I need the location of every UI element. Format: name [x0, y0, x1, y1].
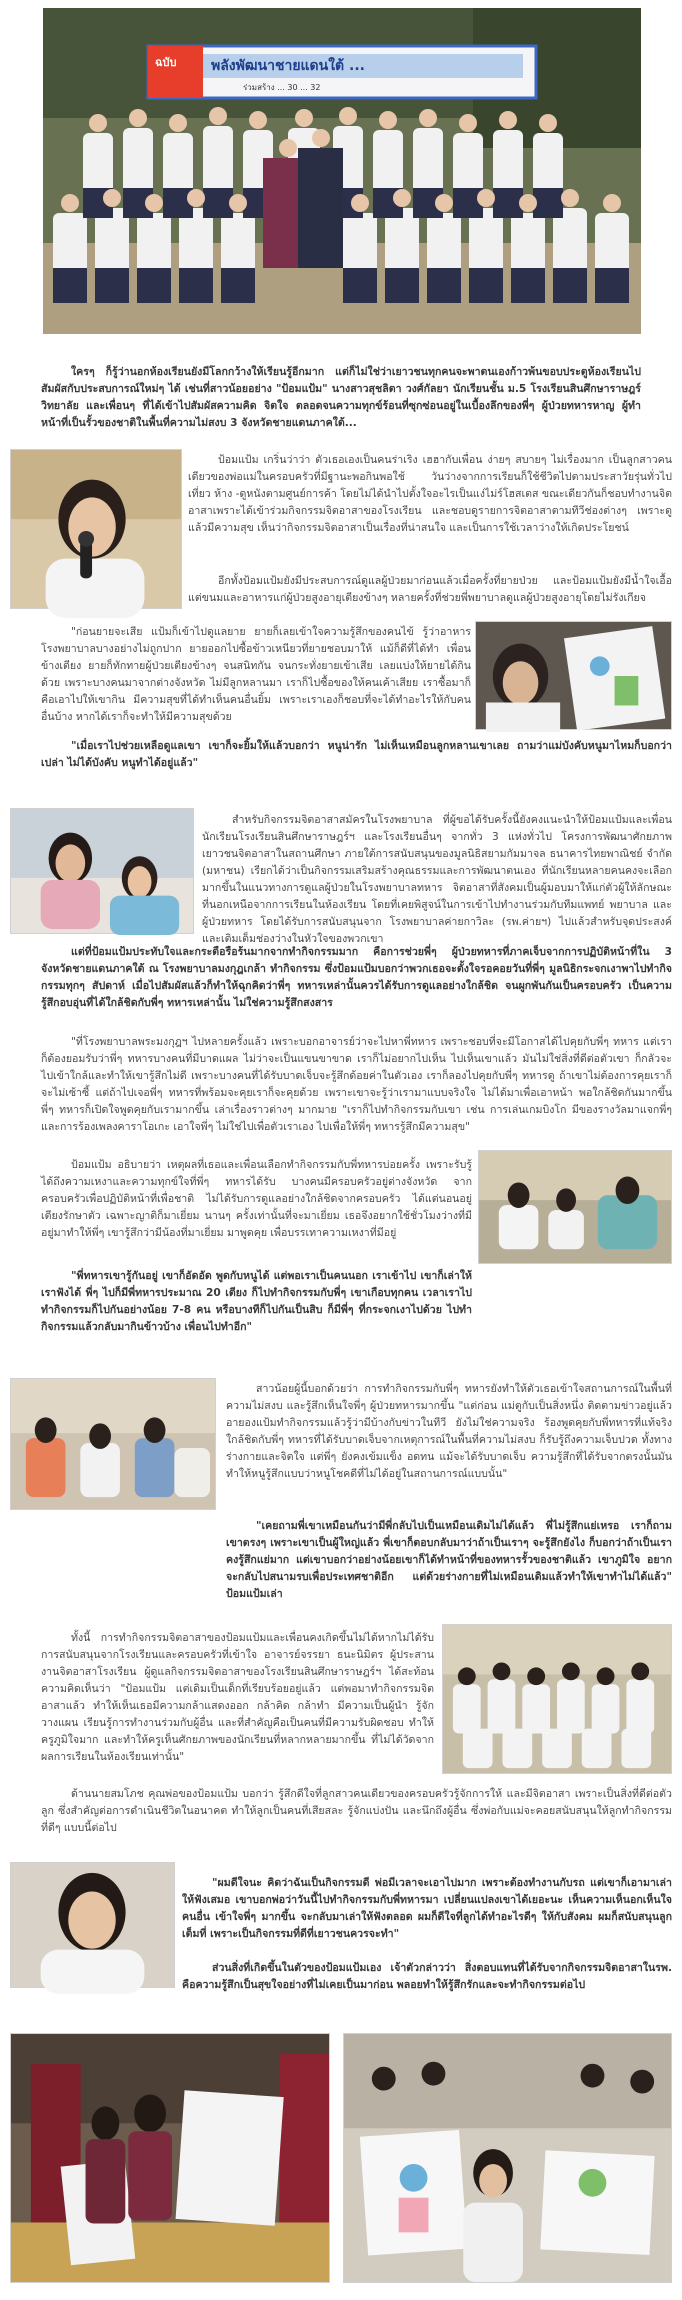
header-group-photo: [43, 8, 641, 334]
paragraph-9: ป้อมแป้ม อธิบายว่า เหตุผลที่เธอและเพื่อนเลือกทำกิจกรรมกับพี่ทหารบ่อยครั้ง เพราะรับรู้ได้ถึงความเหงาและความทุกข์ใจที่พี่ๆ ทหารได้รับ บางคนมีครอบครัวอยู่ต่างจังหวัด จากครอบครัวเพื่อปฏิบัติหน้าที่เพื่อชาติ ไม่ได้รับการดูแลอย่างใกล้ชิดจากครอบครัว ได้แต่นอนอยู่เตียงรักษาตัว เฉพาะญาติก็มาเยี่ยม นานๆ ครั้งเท่านั้นที่จะมาเยี่ยม เธอจึงอยากใช้ชั่วโมงว่างที่มีอยู่มาทำให้พี่ๆ เขารู้สึกว่ามีน้องที่มาเยี่ยม มาพูดคุย เพื่อบรรเทาความเหงาที่มีอยู่: [41, 1159, 472, 1239]
paragraph-2-text: ป้อมแป้ม เกริ่นว่าว่า ตัวเธอเองเป็นคนร่าเริง เฮฮากับเพื่อน ง่ายๆ สบายๆ ไม่เรื่องมาก เป็นลูกสาวคนเดียวของพ่อแม่ในครอบครัวที่มีฐานะพอกินพอใช้ วันว่างจากการเรียนก็ใช้ชีวิตไปตามประสาวัยรุ่นทั่วไป เที่ยว ห้าง -ดูหนังตามศูนย์การค้า โดยไม่ได้นำไปตั้งใจอะไรเป็นแง่ไม่ร์โฮสเตส ขณะเดียวกันก็ชอบทำงานจิตอาสาเพราะได้เข้าร่วมกิจกรรมจิตอาสาของโรงเรียน และชอบดูรายการจิตอาสาตามทีวีช่องต่างๆ เพราะดูแล้วมีความสุข เห็นว่ากิจกรรมจิตอาสาเป็นเรื่องที่น่าสนใจ และเป็นการใช้เวลาว่างให้เกิดประโยชน์: [188, 454, 672, 534]
paragraph-15-quote: "ผมดีใจนะ คิดว่าฉันเป็นกิจกรรมดี พ่อมีเวลาจะเอาไปมาก เพราะต้องทำงานกับรถ แต่เขาก็เอามาเล่าให้ฟังเสมอ เขาบอกพ่อว่าวันนี้ไปทำกิจกรรมกับพี่ทหารมา เปลี่ยนแปลงเขาได้เยอะนะ เห็นความเห็นอกเห็นใจคนอื่น เข้าใจพี่ๆ มากขึ้น จะกลับมาเล่าให้ฟังตลอด ผมก็ดีใจที่ลูกได้ทำอะไรดีๆ ให้กับสังคม ผมก็สนับสนุนลูกเต็มที่ เพราะเป็นกิจกรรมที่ดีที่เยาวชนควรจะทำ": [182, 1877, 672, 1940]
paragraph-6: [202, 812, 672, 945]
paragraph-10-quote: "พี่ทหารเขารู้กันอยู่ เขาก็อัดอัด พูดกับหนูได้ แต่พอเราเป็นคนนอก เราเข้าไป เขาก็เล่าให้เราฟังได้ พี่ๆ ไปก็มีพี่ทหารประมาณ 20 เตียง ก็ไปทำกิจกรรมกับพี่ๆ เขาเกือบทุกคน เวลาเราไปทำกิจกรรมก็ไปกันอย่างน้อย 7-8 คน หรือบางทีก็ไปกันเป็นสิบ ก็มีพี่ๆ ที่กระจกเงาไปด้วย ไปทำกิจกรรมแล้วกลับมากินข้าวบ้าง เพื่อนไปทำอีก": [41, 1270, 472, 1333]
paragraph-16: ส่วนสิ่งที่เกิดขึ้นในตัวของป้อมแป้มเอง เจ้าตัวกล่าวว่า สิ่งตอบแทนที่ได้รับจากกิจกรรมจิตอาสาในรพ. คือความรู้สึกเป็นสุขใจอย่างที่ไม่เคยเป็นมาก่อน พลอยทำให้รู้สึกรักและจะทำกิจกรรมต่อไป: [182, 1962, 672, 1991]
paragraph-2: [188, 452, 672, 559]
paragraph-4-quote: "ก่อนยายจะเสีย แป้มก็เข้าไปดูแลยาย ยายก็เลยเข้าใจความรู้สึกของคนไข้ รู้ว่าอาหารโรงพยาบาลบางอย่างไม่ถูกปาก ยายออกไปซื้อข้าวเหนียวที่ยายชอบมาให้ แม้ก็ดีที่ได้ทำ เพื่อนข้างเตียง ยายก็ทักทายผู้ป่วยเตียงข้างๆ จนสนิทกัน จนกระทั่งยายเข้าเสีย เลยแบ่งให้ยายได้กินด้วย เพราะบางคนมาจากต่างจังหวัด ไม่มีลูกหลานมา เราก็ไปซื้อของให้คนเค้าเสียย เราซื้อมาก็ คือเอาไปให้เขากิน มีความสุขที่ได้ทำเห็นคนอื่นยิ้ม เพราะเราเองก็ชอบที่จะได้ทำอะไรให้กับคนอื่นบ้าง หากได้เราก็จะทำให้มีความสุขด้วย: [41, 626, 471, 723]
paragraph-12-quote: "เคยถามพี่เขาเหมือนกันว่ามีพี่กลับไปเป็นเหมือนเดิมไม่ได้แล้ว พี่ไม่รู้สึกแย่เหรอ เราก็ถามเขาตรงๆ เพราะเขาเป็นผู้ใหญ่แล้ว พี่เขาก็ตอบกลับมาว่าถ้าเป็นเราๆ จะรู้สึกยังไง ก็บอกว่าถ้าเป็นเราคงรู้สึกแย่มาก แต่เขาบอกว่าอย่างน้อยเขาก็ได้ทำหน้าที่ของทหารรั้วของชาติแล้ว เขาภูมิใจ อยากจะกลับไปสนามรบเพื่อประเทศชาติอีก แต่ด้วยร่างกายที่ไม่เหมือนเดิมแล้วทำให้เขาทำไม่ได้แล้ว" ป้อมแป้มเล่า: [226, 1520, 672, 1600]
drawing-activity-photo: [475, 621, 672, 730]
paragraph-11-text: สาวน้อยผู้นี้บอกด้วยว่า การทำกิจกรรมกับพี่ๆ ทหารยังทำให้ตัวเธอเข้าใจสถานการณ์ในพื้นที่ความไม่สงบ และรู้สึกเห็นใจพี่ๆ ผู้ป่วยทหารมากขึ้น "แต่ก่อน แม่ตูกับเป็นสิ่งหนึ่ง ติดตามข่าวอยู่แล้ว อายองแป้มทำกิจกรรมแล้วรู้ว่ามีบ้างกับข่าวในทีวี ยังไม่ใช่ความจริง ร้องพูดคุยกับพี่ทหารที่แท้จริงใกล้ชิดกับพี่ๆ ทหารที่ได้รับบาดเจ็บจากเหตุการณ์ในพื้นที่ความไม่สงบ ก็รับรู้ถึงความเจ็บปวด ทั้งทางร่างกายและจิตใจ แต่พี่ๆ ยังคงเข้มแข็ง อดทน แม้จะได้รับบาดเจ็บ ความรู้สึกที่ได้รับจากตรงนั้นมันทำให้หนูรู้สึกแบบว่าหนูโชคดีที่ไม่ได้อยู่ในสถานการณ์แบบนั้น": [226, 1383, 672, 1480]
paragraph-11: [226, 1381, 672, 1505]
paragraph-3: อีกทั้งป้อมแป้มยังมีประสบการณ์ดูแลผู้ป่วยมาก่อนแล้วเมื่อครั้งที่ยายป่วย และป้อมแป้มยังมีน้ำใจเอื้อแต่ขนมและอาหารแก่ผู้ป่วยสูงอายุเตียงข้างๆ หลายครั้งที่ช่วยพี่พยาบาลดูแลผู้ป่วยสูงอายุโดยไม่รังเกียจ: [188, 575, 672, 604]
class-group-photo: [442, 1624, 672, 1774]
paragraph-6-text: สำหรับกิจกรรมจิตอาสาสมัครในโรงพยาบาล ที่ผู้ขอได้รับครั้งนี้ยังคงแนะนำให้ป้อมแป้มและเพื่อนนักเรียนโรงเรียนสินศึกษาราษฎร์ฯ และโรงเรียนอื่นๆ จากทั่ว 3 แห่งทั่วไป โครงการพัฒนาศักยภาพเยาวชนจิตอาสาในสถานศึกษา ภายใต้การสนับสนุนของมูลนิธิสยามกัมมาจล ธนาคารไทยพาณิชย์ จำกัด (มหาชน) เรียกได้ว่าเป็นกิจกรรมเสริมสร้างคุณธรรมและการพัฒนาตนเอง ที่นักเรียนหลายคนคงจะเลือกมากขึ้นในแนวทางการดูแลผู้ป่วยในโรงพยาบาลทหาร จิตอาสาที่สังคมเป็นผู้มอบมาให้แก่ตัวผู้ให้ลักษณะที่นอกเหนือจากการเรียนในห้องเรียน โดยที่เคยพิสูจน์ในการเข้าไปทำงานร่วมกับทีมแพทย์ พยาบาล และผู้ป่วยทหาร โดยได้รับการสนับสนุนจาก โรงพยาบาลค่ายกาวิละ (รพ.ค่ายฯ) ไปแล้วสำหรับจุดประสงค์ และเติมเต็มช่องว่างในหัวใจของพวกเขา: [202, 814, 672, 945]
portrait-microphone-photo: [10, 449, 182, 609]
paragraph-5-quote: "เมื่อเราไปช่วยเหลือดูแลเขา เขาก็จะยิ้มให้แล้วบอกว่า หนูน่ารัก ไม่เห็นเหมือนลูกหลานเขาเลย ถามว่าแม่บังคับหนูมาไหมก็บอกว่าเปล่า ไม่ได้บังคับ หนูทำได้อยู่แล้ว": [41, 740, 672, 769]
paragraph-13: ทั้งนี้ การทำกิจกรรมจิตอาสาของป้อมแป้มและเพื่อนคงเกิดขึ้นไม่ได้หากไม่ได้รับการสนับสนุนจากโรงเรียนและครอบครัวที่เข้าใจ อาจารย์จรรยา ธนะนิมิตร ผู้ประสานงานจิตอาสาโรงเรียน ผู้ดูแลกิจกรรมจิตอาสาของโรงเรียนสินศึกษาราษฎร์ฯ ได้สะท้อนความคิดเห็นว่า "ป้อมแป้ม แต่เดิมเป็นเด็กที่เรียบร้อยอยู่แล้ว แต่พอมาทำกิจกรรมจิตอาสาแล้ว ทำให้เห็นเธอมีความกล้าแสดงออก กล้าคิด กล้าทำ มีความเป็นผู้นำ รู้จักวางแผน เรียนรู้การทำงานร่วมกับผู้อื่น และที่สำคัญคือเป็นคนที่มีความรับผิดชอบ ทำให้ครูภูมิใจมาก และทำให้ครูเห็นศักยภาพของนักเรียนที่หลากหลายมากขึ้น ที่ไม่ได้วัดจากผลการเรียนในห้องเรียนเท่านั้น": [41, 1632, 434, 1763]
portrait-smiling-photo: [10, 1862, 175, 1988]
presentation-photo: [10, 2033, 330, 2283]
paragraph-14: ด้านนายสมโภช คุณพ่อของป้อมแป้ม บอกว่า รู้สึกดีใจที่ลูกสาวคนเดียวของครอบครัวรู้จักการให้ และมีจิตอาสา เพราะเป็นสิ่งที่ดีต่อตัวลูก ซึ่งสำคัญต่อการดำเนินชีวิตในอนาคต ทำให้ลูกเป็นคนที่เสียสละ รู้จักแบ่งปัน และนึกถึงผู้อื่น ซึ่งพ่อกับแม่จะคอยสนับสนุนให้ลูกทำกิจกรรมที่ดีๆ แบบนี้ต่อไป: [41, 1788, 672, 1834]
hospital-child-photo: [10, 808, 194, 934]
poster-display-photo: [343, 2033, 672, 2283]
paragraph-8-quote: "ที่โรงพยาบาลพระมงกุฎฯ ไปหลายครั้งแล้ว เพราะบอกอาจารย์ว่าจะไปหาพี่ทหาร เพราะชอบที่จะมีโอกาสได้ไปคุยกับพี่ๆ ทหาร แต่เราก็ต้องยอมรับว่าพี่ๆ ทหารบางคนที่มีบาดแผล ไม่ว่าจะเป็นแขนขาขาด เราก็ไม่อยากไปเห็น ไปเห็นเขาแล้ว มันไม่ใช่สิ่งที่ดีต่อตัวเขา ก็กลัวจะไปเข้าใกล้และทำให้เขารู้สึกไม่ดี เพราะบางคนที่ได้รับบาดเจ็บจะรู้สึกด้อยค่าในตัวเอง เราก็ลองไปคุยกับพี่ๆ ทหารดู ถ้าเขาไม่ต้องการคุยเราก็จะไม่เซ้าซี้ แต่ถ้าไปเจอพี่ๆ ทหารที่พร้อมจะคุยเราก็จะคุยด้วย เพราะเขาจะรู้ว่าเรามาแบบจริงใจ ไม่ได้มาเพื่อเอาหน้า พอใกล้ชิดกันมากขึ้น พี่ๆ ทหารก็เปิดใจพูดคุยกับเรามากขึ้น เล่าเรื่องราวต่างๆ มากมาย "เราก็ไปทำกิจกรรมกับเขา เช่น การเล่นเกมบิงโก มีของรางวัลมาแจกพี่ๆ และการร้องเพลงคาราโอเกะ เอาใจพี่ๆ ไม่ใช่ไปเพื่อตัวเราเอง ไปเพื่อให้พี่ๆ ทหารรู้สึกมีความสุข": [41, 1036, 672, 1133]
paragraph-7: แต่ที่ป้อมแป้มประทับใจและกระตือรือร้นมากจากทำกิจกรรมมาก คือการช่วยพี่ๆ ผู้ป่วยทหารที่ภาคเจ็บจากการปฏิบัติหน้าที่ใน 3 จังหวัดชายแดนภาคใต้ ณ โรงพยาบาลมงกุฎเกล้า ทำกิจกรรม ซึ่งป้อมแป้มบอกว่าพวกเธอจะตั้งใจรอคอยวันที่พี่ๆ มูลนิธิกระจกเงาพาไปทำกิจกรรมทุกๆ สัปดาห์ เมื่อไปสัมผัสแล้วก็ทำให้ฉุกคิดว่าพี่ๆ ทหารเหล่านั้นควรได้รับการดูแลอย่างใกล้ชิด จนผูกพันกันเป็นครอบครัว เป็นความรู้สึกอบอุ่นที่ได้ใกล้ชิดกับพี่ๆ ทหารเหล่านั้น ไม่ใช่ความรู้สึกสงสาร: [41, 946, 672, 1009]
activity-group-photo: [10, 1378, 216, 1510]
intro-paragraph: ใครๆ ก็รู้ว่านอกห้องเรียนยังมีโลกกว้างให้เรียนรู้อีกมาก แต่ก็ไม่ใช่ว่าเยาวชนทุกคนจะพาตนเองก้าวพ้นขอบประตูห้องเรียนไปสัมผัสกับประสบการณ์ใหม่ๆ ได้ เช่นที่สาวน้อยอย่าง "ป้อมแป้ม" นางสาวสุชลิตา วงศ์กัลยา นักเรียนชั้น ม.5 โรงเรียนสินศึกษาราษฎร์วิทยาลัย และเพื่อนๆ ที่ได้เข้าไปสัมผัสความคิด จิตใจ ตลอดจนความทุกข์ร้อนที่ซุกซ่อนอยู่ในเบื้องลึกของพี่ๆ ผู้ป่วยทหารหาญ ผู้ทำหน้าที่เป็นรั้วของชาติในพื้นที่ความไม่สงบ 3 จังหวัดชายแดนภาคใต้...: [41, 366, 641, 429]
banner-title: พลังพัฒนาชายแดนใต้ ...: [211, 58, 365, 74]
ward-visit-photo: [478, 1150, 672, 1264]
banner-badge: ฉบับ: [155, 56, 177, 69]
banner-subtitle: ร่วมสร้าง ... 30 ... 32: [243, 83, 321, 92]
